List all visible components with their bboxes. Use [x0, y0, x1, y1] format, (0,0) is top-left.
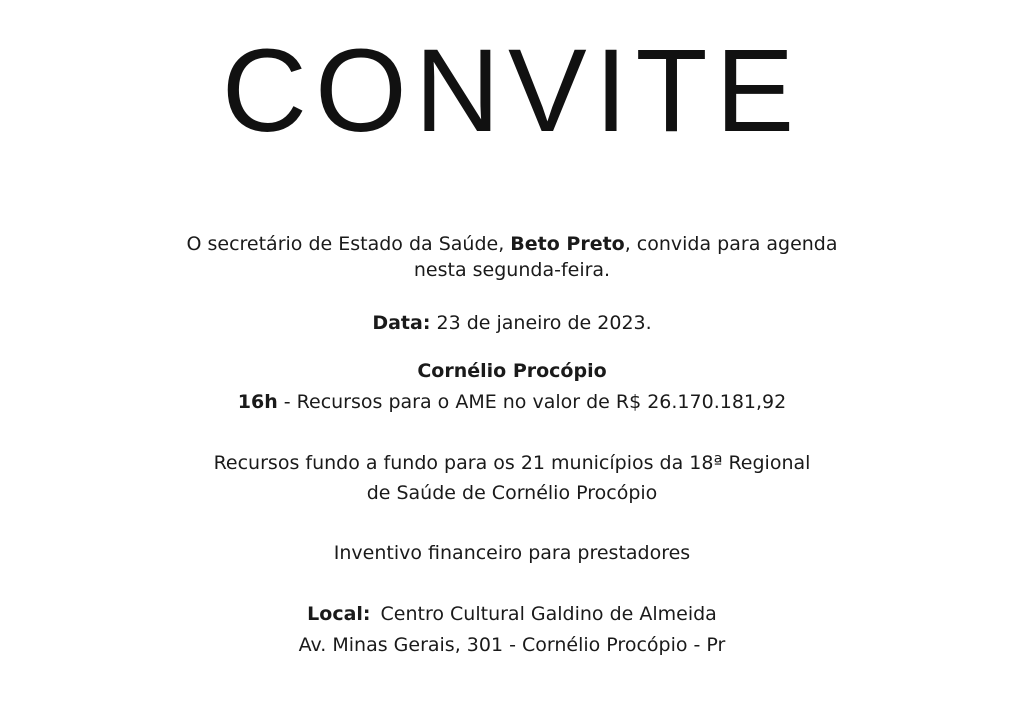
event-1-time: 16h [237, 391, 278, 413]
event-2-line-1: Recursos fundo a fundo para os 21 municípios da 18ª Regional [213, 452, 811, 474]
city-name: Cornélio Procópio [417, 360, 607, 382]
intro-line-2: nesta segunda-feira. [413, 259, 611, 281]
secretary-name: Beto Preto [510, 233, 625, 255]
event-1-line [0, 389, 1024, 415]
city-heading [0, 358, 1024, 384]
location-line [0, 601, 1024, 627]
date-label: Data: [372, 312, 431, 334]
event-2-line-2: de Saúde de Cornélio Procópio [366, 482, 658, 504]
location-value: Centro Cultural Galdino de Almeida [380, 603, 717, 625]
invitation-title: CONVITE [221, 25, 803, 157]
location-label: Local: [307, 603, 371, 625]
event-1-text: - Recursos para o AME no valor de R$ 26.170.181,92 [277, 391, 787, 413]
address-line: Av. Minas Gerais, 301 - Cornélio Procópio - Pr [298, 634, 726, 656]
intro-suffix: , convida para agenda [624, 233, 838, 255]
intro-prefix: O secretário de Estado da Saúde, [186, 233, 511, 255]
date-line [0, 310, 1024, 336]
intro-line-1 [0, 231, 1024, 257]
event-3-line: Inventivo financeiro para prestadores [333, 542, 691, 564]
date-value: 23 de janeiro de 2023. [430, 312, 652, 334]
